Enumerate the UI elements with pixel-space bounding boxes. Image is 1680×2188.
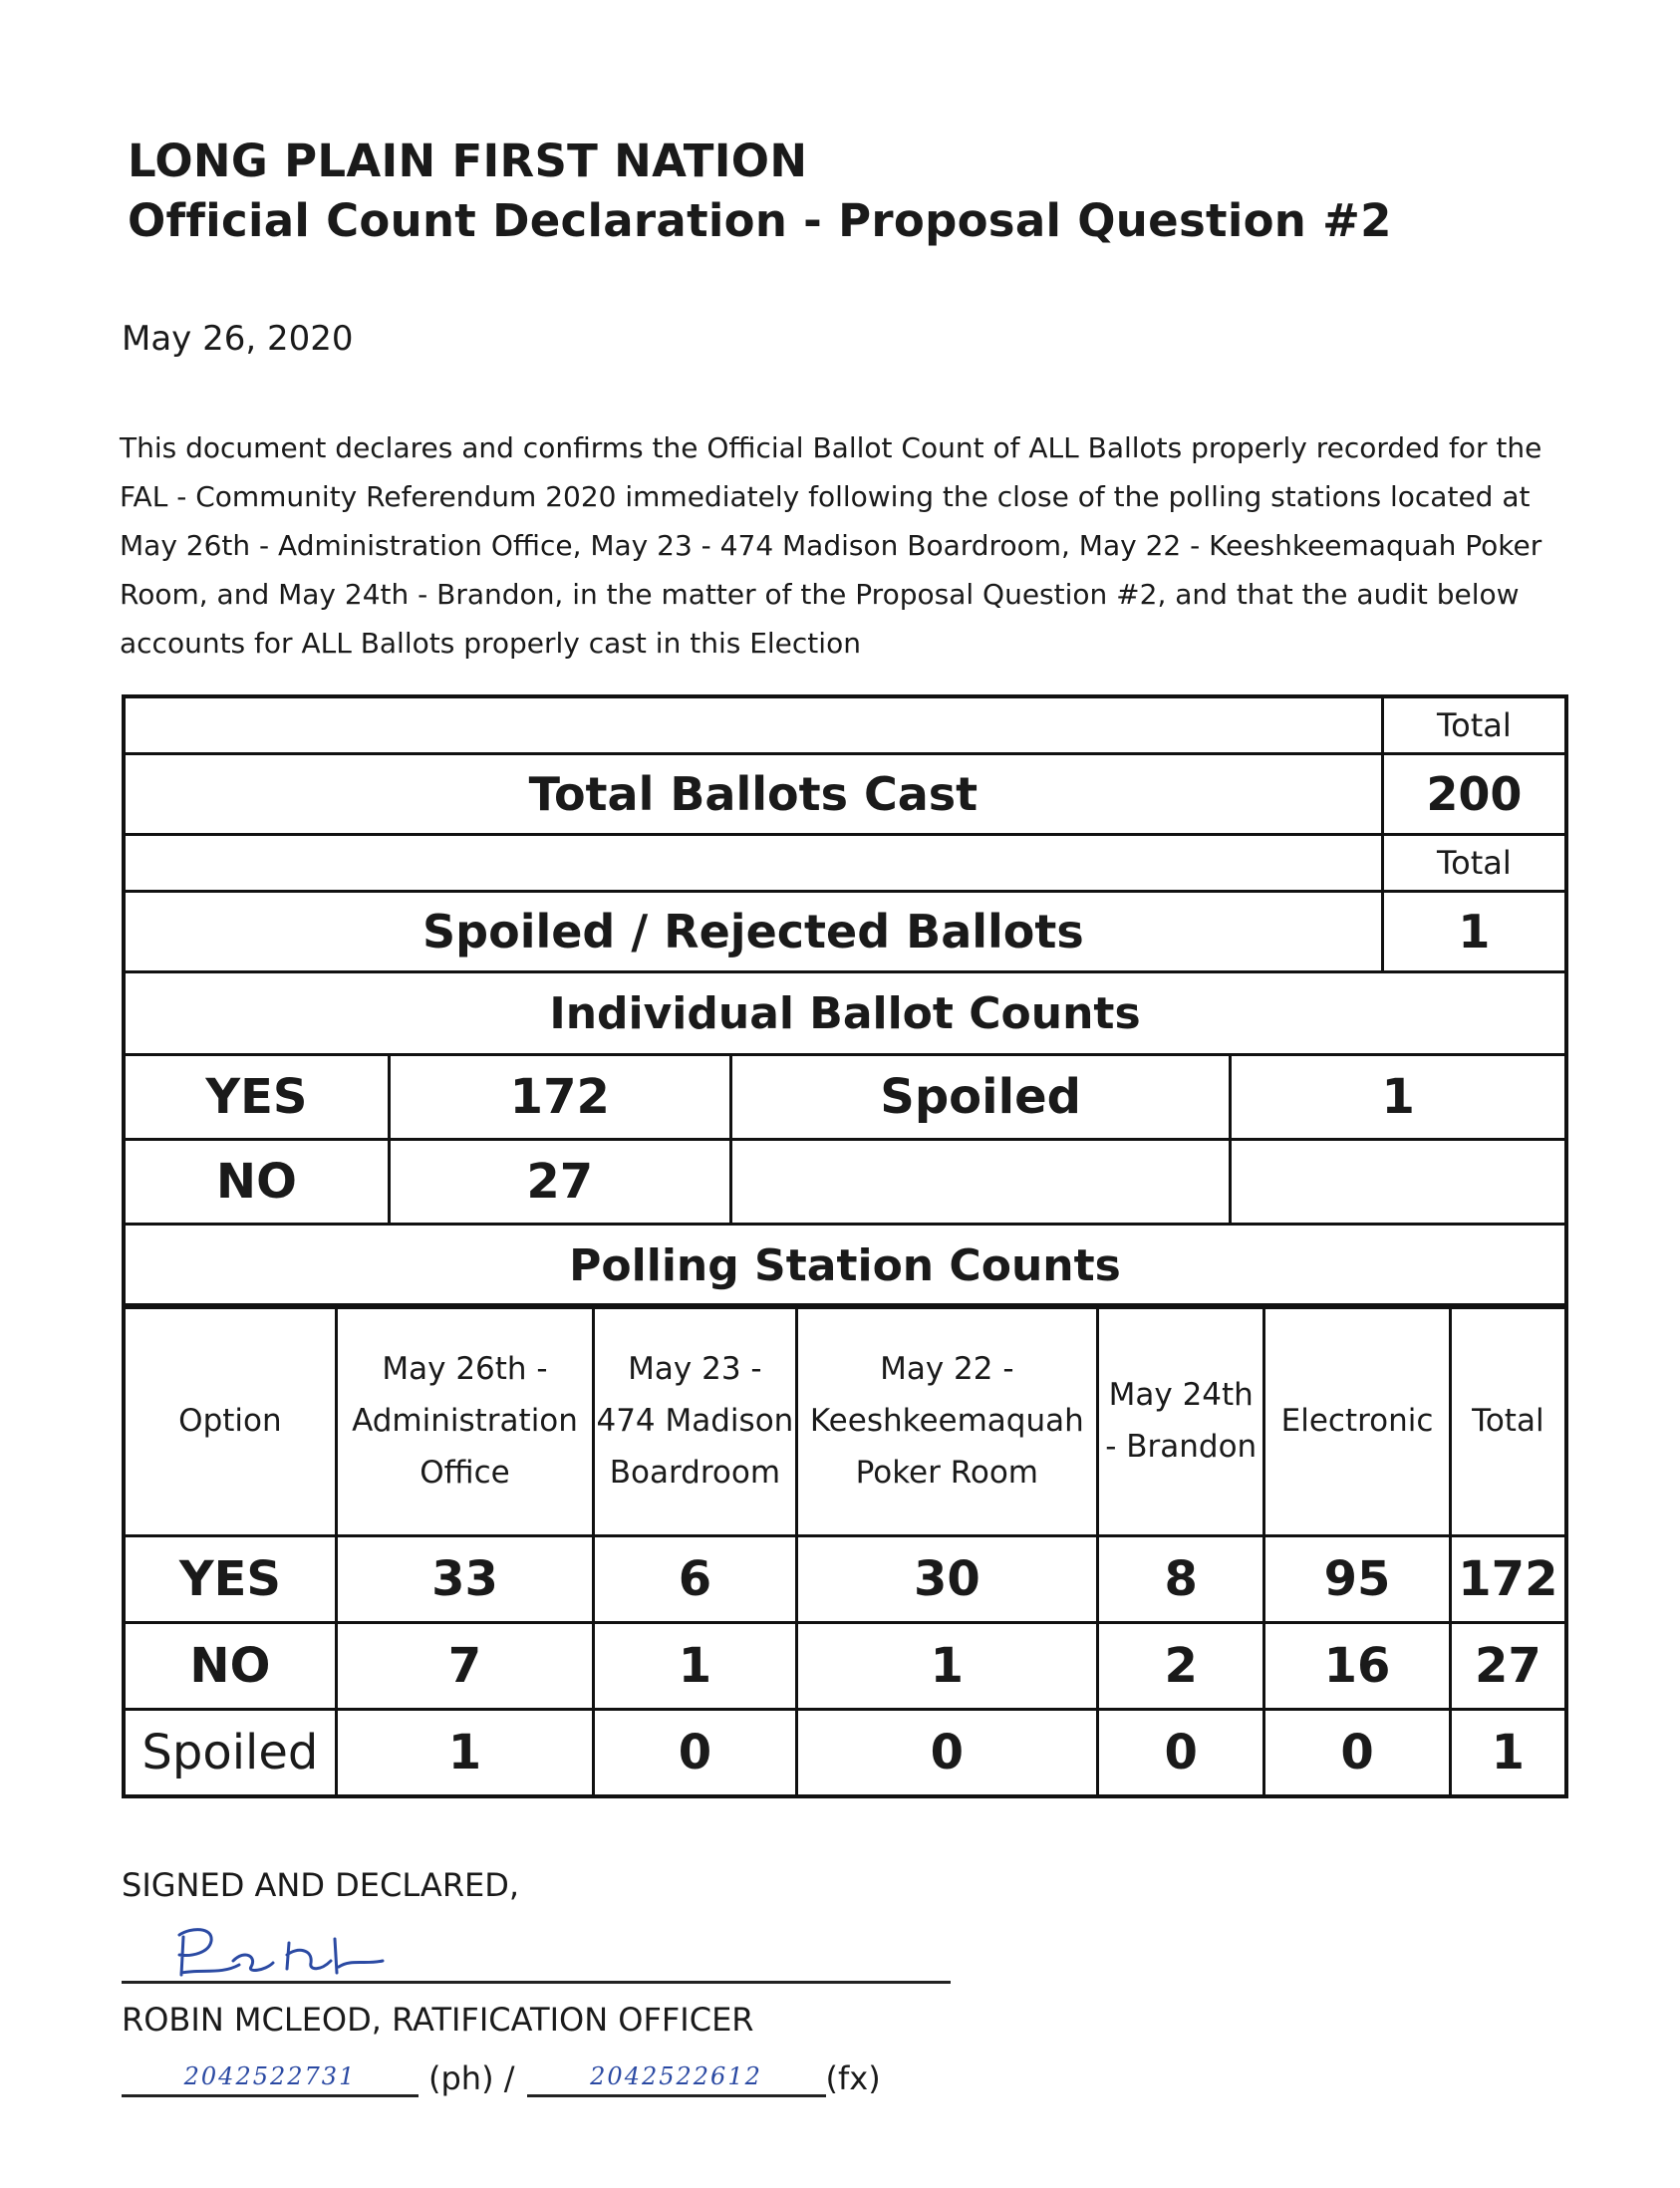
spoiled-count: 1 bbox=[1231, 1055, 1566, 1140]
table-cell: 30 bbox=[796, 1536, 1097, 1623]
polling-counts-heading: Polling Station Counts bbox=[124, 1225, 1566, 1308]
table-cell: 1 bbox=[1450, 1710, 1566, 1797]
col-header-brandon: May 24th - Brandon bbox=[1098, 1305, 1264, 1536]
table-cell: 172 bbox=[1450, 1536, 1566, 1623]
table-cell: 1 bbox=[594, 1623, 796, 1710]
table-cell: 0 bbox=[1098, 1710, 1264, 1797]
row-option-spoiled: Spoiled bbox=[124, 1710, 336, 1797]
summary-table bbox=[122, 694, 1568, 1309]
col-header-administration-office: May 26th - Administration Office bbox=[336, 1305, 593, 1536]
title-block bbox=[128, 132, 1392, 251]
table-cell: 27 bbox=[1450, 1623, 1566, 1710]
individual-counts-heading: Individual Ballot Counts bbox=[124, 972, 1566, 1055]
table-cell: 2 bbox=[1098, 1623, 1264, 1710]
declaration-paragraph: This document declares and confirms the Official Ballot Count of ALL Ballots properly recorded for the FAL - Community Referendum 2020 immediately following the close of the polling stations located at May 26th - Administration Office, May 23 - 474 Madison Boardroom, May 22 - Keeshkeemaquah Poker Room, and May 24th - Brandon, in the matter of the Proposal Question #2, and that the audit below accounts for ALL Ballots properly cast in this Election bbox=[120, 431, 1542, 660]
row-option-no: NO bbox=[124, 1623, 336, 1710]
phone-label: (ph) / bbox=[428, 2059, 515, 2097]
phone-blank bbox=[122, 2054, 419, 2097]
col-header-option: Option bbox=[124, 1305, 336, 1536]
no-label: NO bbox=[124, 1140, 389, 1225]
spoiled-ballots-value: 1 bbox=[1382, 892, 1566, 972]
no-count: 27 bbox=[389, 1140, 730, 1225]
table-cell: 0 bbox=[1264, 1710, 1450, 1797]
handwritten-signature bbox=[122, 1913, 951, 1983]
col-header-madison-boardroom: May 23 - 474 Madison Boardroom bbox=[594, 1305, 796, 1536]
signature-line bbox=[122, 1981, 951, 1984]
officer-name: ROBIN MCLEOD, RATIFICATION OFFICER bbox=[122, 2001, 754, 2039]
col-header-keeshkeemaquah-poker-room: May 22 - Keeshkeemaquah Poker Room bbox=[796, 1305, 1097, 1536]
summary-empty-cell bbox=[124, 696, 1382, 754]
yes-count: 172 bbox=[389, 1055, 730, 1140]
spoiled-total-header: Total bbox=[1382, 835, 1566, 892]
col-header-total: Total bbox=[1450, 1305, 1566, 1536]
document-subtitle: Official Count Declaration - Proposal Question #2 bbox=[128, 194, 1392, 247]
table-cell: 33 bbox=[336, 1536, 593, 1623]
table-cell: 95 bbox=[1264, 1536, 1450, 1623]
spoiled-ballots-label: Spoiled / Rejected Ballots bbox=[124, 892, 1382, 972]
table-row bbox=[124, 1536, 1566, 1623]
table-cell: 7 bbox=[336, 1623, 593, 1710]
total-ballots-label: Total Ballots Cast bbox=[124, 754, 1382, 835]
table-cell: 0 bbox=[796, 1710, 1097, 1797]
spoiled-label: Spoiled bbox=[730, 1055, 1231, 1140]
fax-label: (fx) bbox=[825, 2059, 881, 2097]
summary-empty-cell bbox=[124, 835, 1382, 892]
total-ballots-value: 200 bbox=[1382, 754, 1566, 835]
fax-number: 2042522612 bbox=[590, 2062, 762, 2090]
polling-station-table bbox=[122, 1303, 1568, 1798]
total-ballots-header: Total bbox=[1382, 696, 1566, 754]
phone-number: 2042522731 bbox=[183, 2062, 357, 2090]
signed-declared-label: SIGNED AND DECLARED, bbox=[122, 1866, 520, 1904]
table-row bbox=[124, 1623, 1566, 1710]
col-header-electronic: Electronic bbox=[1264, 1305, 1450, 1536]
empty-cell bbox=[730, 1140, 1231, 1225]
empty-cell bbox=[1231, 1140, 1566, 1225]
table-cell: 1 bbox=[336, 1710, 593, 1797]
table-cell: 0 bbox=[594, 1710, 796, 1797]
row-option-yes: YES bbox=[124, 1536, 336, 1623]
contact-line bbox=[122, 2054, 881, 2097]
table-cell: 1 bbox=[796, 1623, 1097, 1710]
document-title: LONG PLAIN FIRST NATION bbox=[128, 135, 808, 187]
table-cell: 8 bbox=[1098, 1536, 1264, 1623]
table-row bbox=[124, 1710, 1566, 1797]
fax-blank bbox=[527, 2054, 826, 2097]
table-cell: 16 bbox=[1264, 1623, 1450, 1710]
yes-label: YES bbox=[124, 1055, 389, 1140]
document-date: May 26, 2020 bbox=[122, 319, 354, 359]
table-cell: 6 bbox=[594, 1536, 796, 1623]
